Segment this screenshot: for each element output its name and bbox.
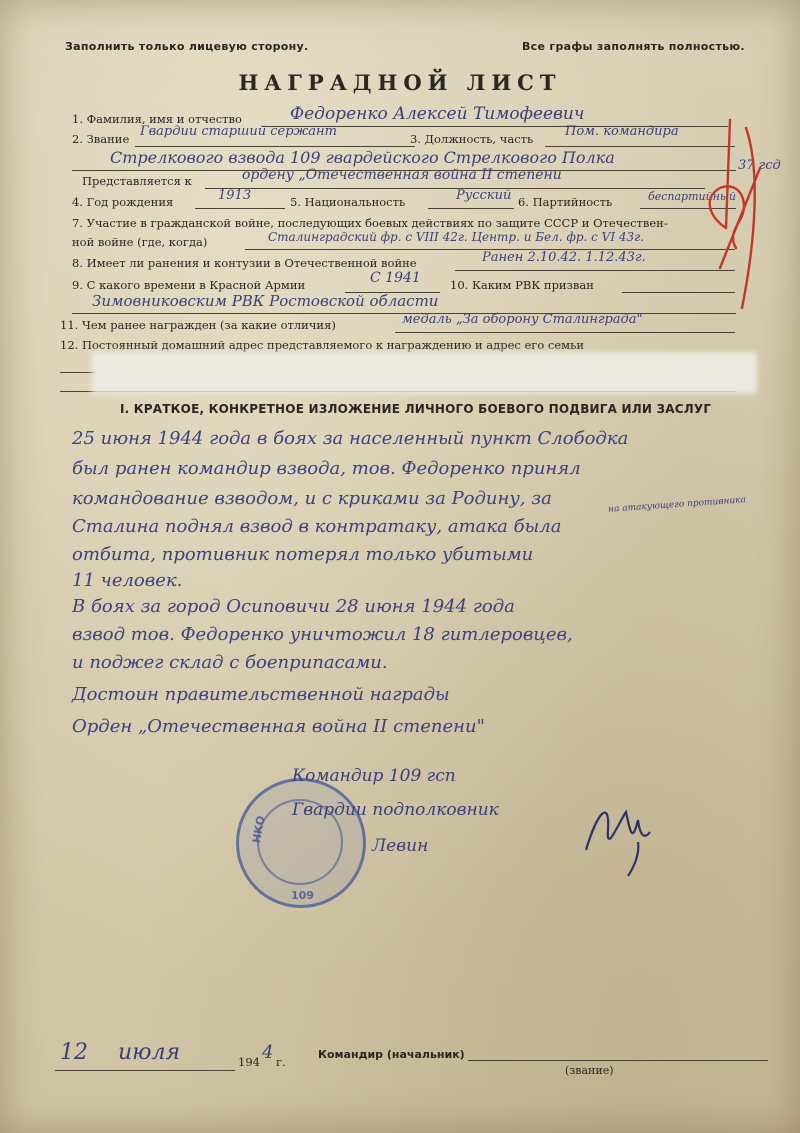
narrative-line-7: В боях за город Осиповичи 28 июня 1944 года bbox=[72, 596, 515, 617]
field-9-label: 9. С какого времени в Красной Армии bbox=[72, 278, 306, 292]
footer-year-suffix: 4 bbox=[262, 1042, 274, 1063]
field-11-value: медаль „За оборону Сталинграда" bbox=[402, 312, 643, 327]
narrative-line-3: командование взводом, и с криками за Родину, за bbox=[72, 488, 552, 509]
field-4-value: 1913 bbox=[218, 188, 252, 203]
narrative-line-9: и поджег склад с боеприпасами. bbox=[72, 652, 388, 673]
field-8-label: 8. Имеет ли ранения и контузии в Отечественной войне bbox=[72, 256, 417, 270]
field-8-line bbox=[455, 270, 735, 271]
narrative-line-2: был ранен командир взвода, тов. Федоренко принял bbox=[72, 458, 581, 479]
field-5-line bbox=[428, 208, 514, 209]
field-7-value: Сталинградский фр. с VIII 42г. Центр. и Бел. фр. с VI 43г. bbox=[268, 230, 645, 244]
narrative-line-1: 25 июня 1944 года в боях за населенный пункт Слободка bbox=[72, 428, 629, 449]
field-2-line bbox=[135, 146, 415, 147]
field-5-value: Русский bbox=[456, 188, 512, 203]
footer-date-line bbox=[55, 1070, 235, 1071]
handwritten-signature-mark bbox=[580, 790, 660, 880]
narrative-insert-note: на атакующего противника bbox=[607, 495, 747, 515]
stamp-left-text: НКО bbox=[249, 814, 268, 845]
rank-label: (звание) bbox=[565, 1064, 614, 1077]
fill-all-fields-note: Все графы заполнять полностью. bbox=[522, 40, 745, 53]
field-11-label: 11. Чем ранее награжден (за какие отличия) bbox=[60, 318, 336, 332]
document-title: НАГРАДНОЙ ЛИСТ bbox=[238, 70, 562, 95]
field-6-value: беспартийный bbox=[648, 190, 736, 203]
present-value: ордену „Отечественная война II степени bbox=[242, 167, 562, 183]
narrative-line-10: Достоин правительственной награды bbox=[72, 684, 450, 705]
field-7-label-line1: 7. Участие в гражданской войне, последующих боевых действиях по защите СССР и Отечествен- bbox=[72, 216, 668, 230]
present-line bbox=[205, 188, 705, 189]
field-3-side-note: 37 гсд bbox=[738, 158, 781, 173]
narrative-line-4: Сталина поднял взвод в контратаку, атака была bbox=[72, 516, 562, 537]
footer-day: 12 bbox=[60, 1040, 88, 1065]
commander-label: Командир (начальник) bbox=[318, 1048, 465, 1061]
field-3-line bbox=[545, 146, 735, 147]
field-6-line bbox=[640, 208, 736, 209]
stamp-bottom-number: 109 bbox=[291, 889, 314, 902]
footer-month: июля bbox=[118, 1040, 181, 1065]
narrative-line-8: взвод тов. Федоренко уничтожил 18 гитлеровцев, bbox=[72, 624, 573, 645]
narrative-line-11: Орден „Отечественная война II степени" bbox=[72, 716, 485, 737]
fill-front-side-note: Заполнить только лицевую сторону. bbox=[65, 40, 309, 53]
narrative-line-6: 11 человек. bbox=[72, 570, 183, 591]
signature-line-2: Гвардии подполковник bbox=[292, 800, 499, 820]
footer-year-unit: г. bbox=[276, 1055, 286, 1069]
field-8-value: Ранен 2.10.42. 1.12.43г. bbox=[482, 250, 646, 265]
commander-line bbox=[468, 1060, 768, 1061]
redacted-address-block bbox=[92, 352, 757, 394]
field-2-label: 2. Звание bbox=[72, 132, 130, 146]
field-1-label: 1. Фамилия, имя и отчество bbox=[72, 112, 242, 126]
narrative-line-5: отбита, противник потерял только убитыми bbox=[72, 544, 534, 565]
field-3-label: 3. Должность, часть bbox=[410, 132, 534, 146]
field-9-value: С 1941 bbox=[370, 270, 421, 286]
field-4-line bbox=[195, 208, 285, 209]
field-4-label: 4. Год рождения bbox=[72, 195, 174, 209]
field-5-label: 5. Национальность bbox=[290, 195, 406, 209]
present-label: Представляется к bbox=[82, 174, 192, 188]
field-3-value-continued: Стрелкового взвода 109 гвардейского Стрелкового Полка bbox=[110, 148, 615, 167]
field-12-label: 12. Постоянный домашний адрес представляемого к награждению и адрес его семьи bbox=[60, 338, 585, 352]
field-10-label: 10. Каким РВК призван bbox=[450, 278, 594, 292]
field-10-value: Зимовниковским РВК Ростовской области bbox=[92, 292, 439, 310]
official-round-stamp bbox=[236, 778, 366, 908]
red-pencil-mark bbox=[690, 108, 780, 328]
field-1-value: Федоренко Алексей Тимофеевич bbox=[290, 104, 585, 124]
signature-line-1: Командир 109 гсп bbox=[292, 766, 456, 786]
field-2-value: Гвардии старший сержант bbox=[140, 124, 337, 139]
field-3-value: Пом. командира bbox=[565, 124, 679, 139]
field-10-line bbox=[622, 292, 735, 293]
field-11-line bbox=[395, 332, 735, 333]
field-6-label: 6. Партийность bbox=[518, 195, 613, 209]
signature-name: Левин bbox=[372, 836, 429, 856]
field-7-label-line2: ной войне (где, когда) bbox=[72, 235, 208, 249]
section-1-heading: I. КРАТКОЕ, КОНКРЕТНОЕ ИЗЛОЖЕНИЕ ЛИЧНОГО БОЕВОГО ПОДВИГА ИЛИ ЗАСЛУГ bbox=[120, 402, 712, 416]
footer-year-prefix: 194 bbox=[238, 1055, 260, 1069]
